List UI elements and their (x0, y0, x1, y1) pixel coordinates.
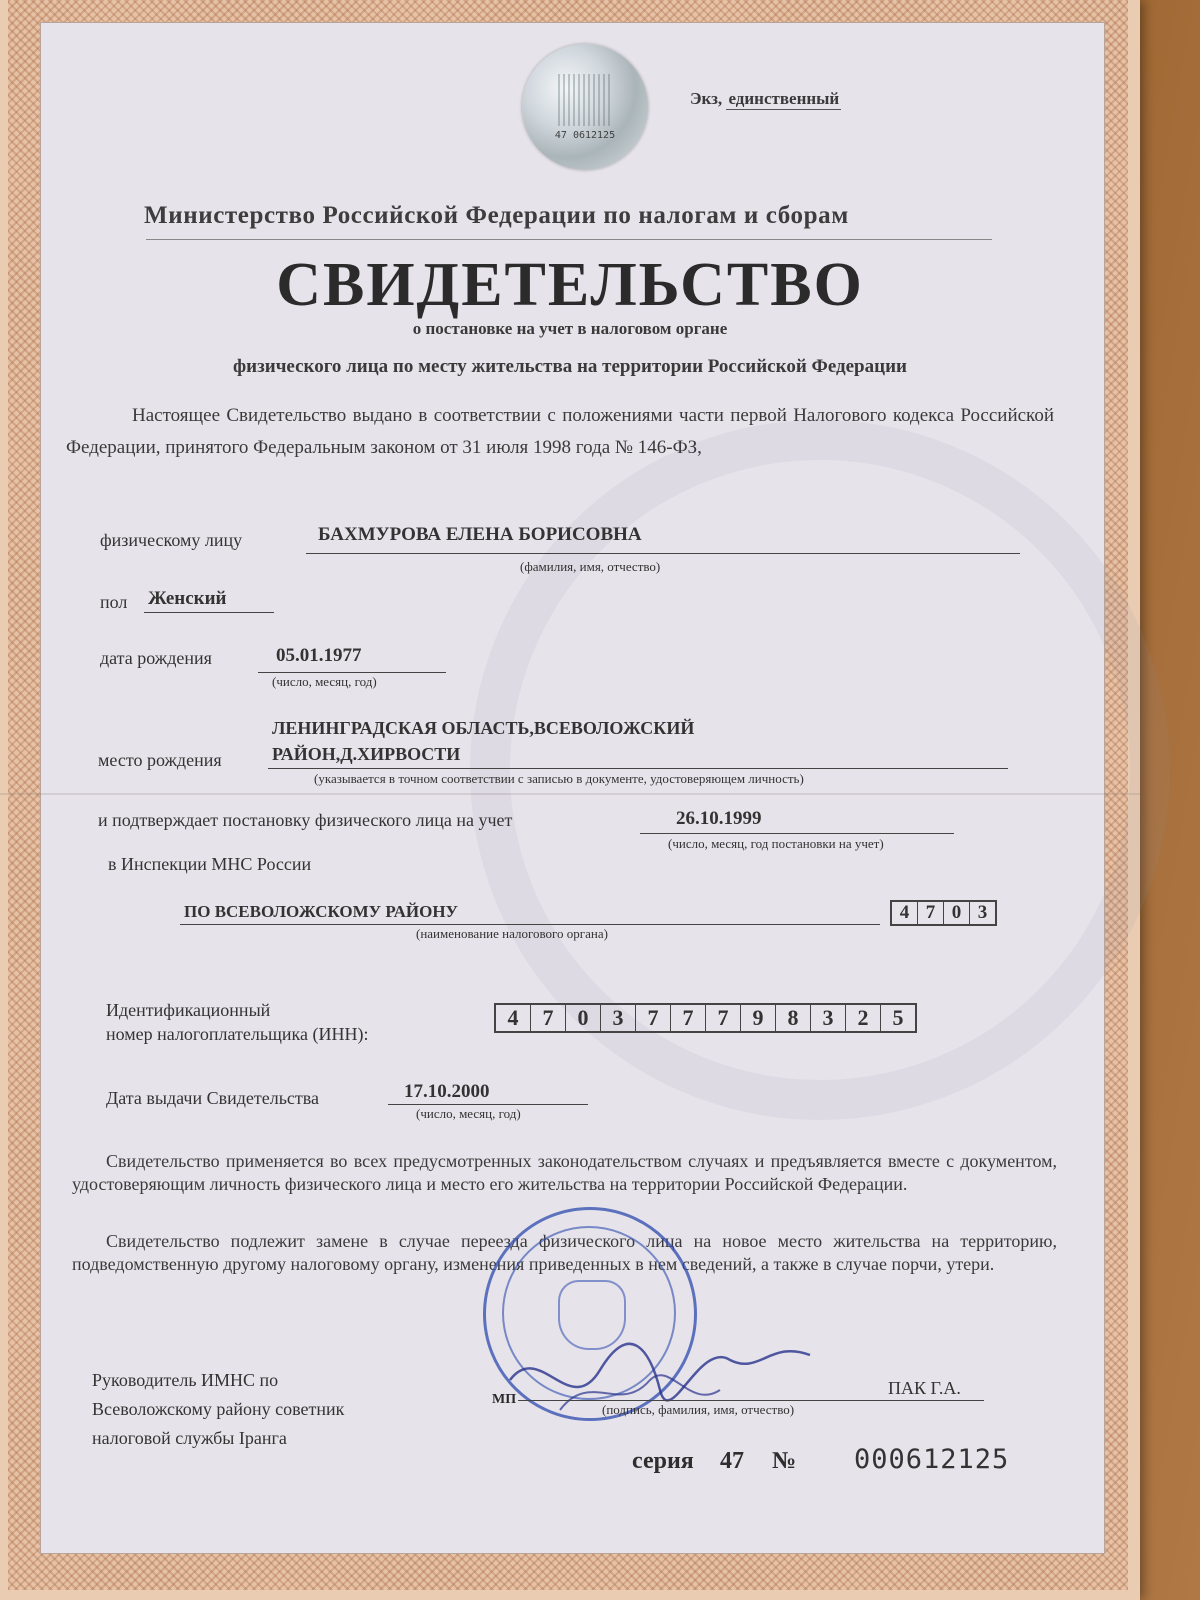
copy-value: единственный (728, 89, 840, 108)
ministry-underline (146, 239, 992, 240)
document-title: СВИДЕТЕЛЬСТВО (276, 251, 864, 319)
copy-label: Экз, (690, 89, 723, 108)
issue-date-label: Дата выдачи Свидетельства (106, 1088, 320, 1108)
tax-organ-code-digit-4: 3 (969, 902, 995, 924)
name-label: физическому лицу (100, 530, 243, 550)
inn-digit-1: 4 (507, 1005, 519, 1030)
sex-value: Женский (148, 588, 227, 609)
sex-underline (144, 612, 274, 613)
tax-organ-code-digit-3: 0 (943, 902, 969, 924)
hologram-emblem (558, 74, 610, 126)
inn-digit-3: 0 (565, 1005, 600, 1031)
signature-hint: (подпись, фамилия, имя, отчество) (602, 1402, 795, 1417)
tax-organ-underline (180, 924, 880, 925)
inn-digit-5: 7 (635, 1005, 670, 1031)
name-value: БАХМУРОВА ЕЛЕНА БОРИСОВНА (318, 524, 642, 545)
name-hint: (фамилия, имя, отчество) (520, 559, 661, 574)
signatory-line-2: Всеволожскому району советник (92, 1399, 345, 1419)
inn-digit-8: 9 (740, 1005, 775, 1031)
serial-number: 000612125 (854, 1444, 1010, 1475)
dob-underline (258, 672, 446, 673)
inn-digit-7: 7 (705, 1005, 740, 1031)
dob-label: дата рождения (100, 648, 212, 668)
document-subtitle-1: о постановке на учет в налоговом органе (412, 319, 728, 338)
serial-series: 47 (720, 1448, 744, 1474)
dob-value: 05.01.1977 (276, 645, 362, 666)
inn-digit-10: 3 (810, 1005, 845, 1031)
tax-organ-code-boxes (890, 900, 997, 926)
serial-number-sign: № (772, 1448, 797, 1474)
inn-label-line-1: Идентификационный (106, 1000, 271, 1020)
seal-place-mark: МП (492, 1392, 517, 1407)
inn-number (494, 1003, 917, 1033)
pob-value-line-2: РАЙОН,Д.ХИРВОСТИ (272, 744, 461, 764)
inn-digit-boxes (494, 1003, 917, 1033)
signatory-line-1: Руководитель ИМНС по (92, 1370, 279, 1390)
inn-digit-12: 5 (880, 1005, 915, 1031)
tax-organ-code-digit-1: 4 (899, 902, 910, 923)
inn-digit-2: 7 (530, 1005, 565, 1031)
tax-organ-hint: (наименование налогового органа) (416, 926, 608, 941)
pob-underline (268, 768, 1008, 769)
inn-label-line-2: номер налогоплательщика (ИНН): (106, 1024, 369, 1044)
sex-label: пол (100, 592, 128, 612)
issue-date-value: 17.10.2000 (404, 1081, 490, 1102)
copy-note (690, 89, 841, 110)
document-subtitle-2: физического лица по месту жительства на территории Российской Федерации (233, 356, 907, 377)
registration-date-hint: (число, месяц, год постановки на учет) (668, 836, 884, 851)
serial-label: серия (632, 1448, 694, 1474)
pob-hint: (указывается в точном соответствии с записью в документе, удостоверяющем личность) (314, 771, 804, 786)
name-underline (306, 553, 1020, 554)
inspection-label: в Инспекции МНС России (108, 854, 312, 874)
tax-organ-name: ПО ВСЕВОЛОЖСКОМУ РАЙОНУ (184, 902, 459, 921)
inn-digit-9: 8 (775, 1005, 810, 1031)
rules-paragraph-2: Свидетельство подлежит замене в случае переезда физического лица на новое место жительства на территорию, подведомственную другому налоговому органу, изменения приведенных в нем сведений, а также в случае порчи, утери. (72, 1231, 1057, 1274)
fold-line (0, 793, 1140, 795)
inn-digit-4: 3 (600, 1005, 635, 1031)
registration-label: и подтверждает постановку физического лица на учет (98, 810, 513, 830)
tax-organ-code (890, 900, 997, 926)
pob-value-line-1: ЛЕНИНГРАДСКАЯ ОБЛАСТЬ,ВСЕВОЛОЖСКИЙ (272, 718, 695, 738)
dob-hint: (число, месяц, год) (272, 674, 377, 689)
ministry-name: Министерство Российской Федерации по налогам и сборам (144, 202, 849, 229)
rules-paragraph-1: Свидетельство применяется во всех предусмотренных законодательством случаях и предъявляется вместе с документом, удостоверяющим личность физического лица и место его жительства на территории Российской Федерации. (72, 1151, 1057, 1194)
signature-underline (518, 1400, 984, 1401)
signatory-line-3: налоговой службы Iранга (92, 1428, 287, 1448)
issue-date-underline (388, 1104, 588, 1105)
pob-label: место рождения (98, 750, 222, 770)
signatory-name: ПАК Г.А. (888, 1378, 961, 1398)
registration-underline (640, 833, 954, 834)
issue-date-hint: (число, месяц, год) (416, 1106, 521, 1121)
hologram-seal (522, 44, 648, 170)
tax-organ-code-digit-2: 7 (917, 902, 943, 924)
inn-digit-11: 2 (845, 1005, 880, 1031)
inn-digit-6: 7 (670, 1005, 705, 1031)
intro-paragraph: Настоящее Свидетельство выдано в соответствии с положениями части первой Налогового кодекса Российской Федерации, принятого Федеральным законом от 31 июля 1998 года № 146-ФЗ, (66, 405, 1054, 458)
hologram-number: 47 0612125 (554, 130, 616, 141)
registration-date: 26.10.1999 (676, 808, 762, 829)
